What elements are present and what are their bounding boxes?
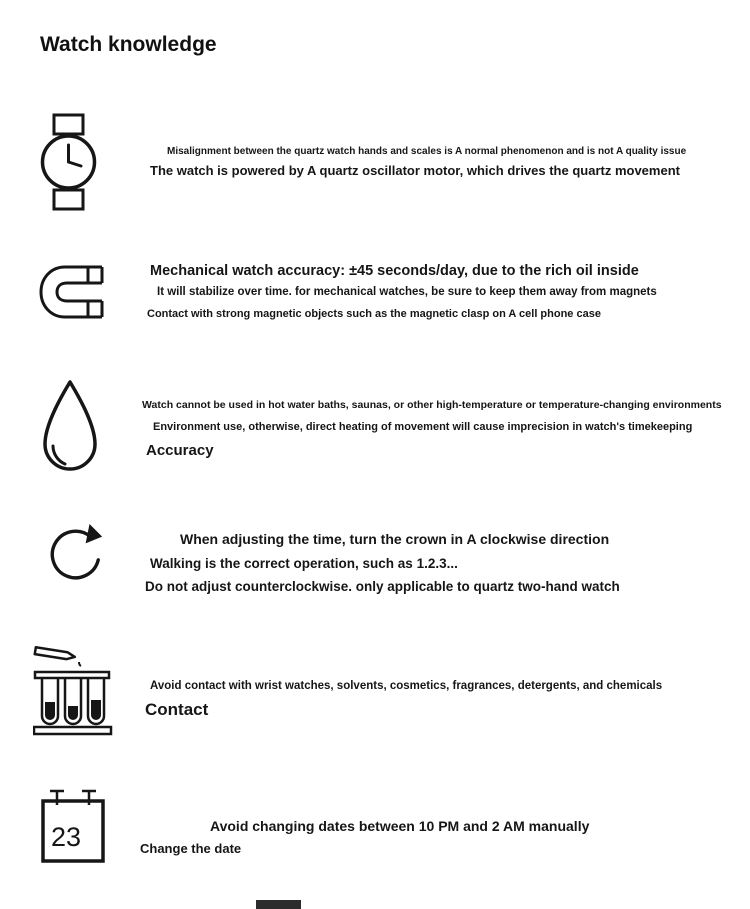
wristwatch-icon	[40, 113, 102, 211]
info-line: Walking is the correct operation, such as 1.2.3...	[150, 556, 458, 571]
water-drop-icon	[38, 378, 102, 478]
test-tubes-icon	[33, 642, 113, 740]
section-heading: Contact	[145, 700, 209, 719]
clockwise-arrow-icon	[42, 523, 106, 589]
info-line: When adjusting the time, turn the crown in A clockwise direction	[180, 531, 610, 547]
info-line: Environment use, otherwise, direct heating of movement will cause imprecision in watch's timekeeping	[153, 421, 693, 433]
info-line: Mechanical watch accuracy: ±45 seconds/day, due to the rich oil inside	[150, 263, 639, 279]
calendar-icon	[40, 788, 106, 864]
page-title: Watch knowledge	[40, 33, 217, 56]
info-line: It will stabilize over time. for mechanical watches, be sure to keep them away from magnets	[157, 286, 657, 298]
info-line: Change the date	[140, 841, 242, 856]
info-line: The watch is powered by A quartz oscillator motor, which drives the quartz movement	[150, 163, 680, 178]
info-line: Avoid changing dates between 10 PM and 2 AM manually	[210, 818, 590, 834]
calendar-day-number: 23	[51, 822, 82, 852]
section-heading: Accuracy	[146, 442, 214, 459]
info-line: Misalignment between the quartz watch hands and scales is A normal phenomenon and is not A quality issue	[167, 146, 687, 157]
bottom-indicator-bar	[256, 900, 301, 909]
info-line: Do not adjust counterclockwise. only applicable to quartz two-hand watch	[145, 579, 620, 594]
info-line: Watch cannot be used in hot water baths, saunas, or other high-temperature or temperature-changing environments	[142, 399, 722, 411]
info-line: Contact with strong magnetic objects such as the magnetic clasp on A cell phone case	[147, 308, 601, 320]
info-line: Avoid contact with wrist watches, solvents, cosmetics, fragrances, detergents, and chemicals	[150, 680, 663, 692]
magnet-icon	[38, 262, 106, 322]
